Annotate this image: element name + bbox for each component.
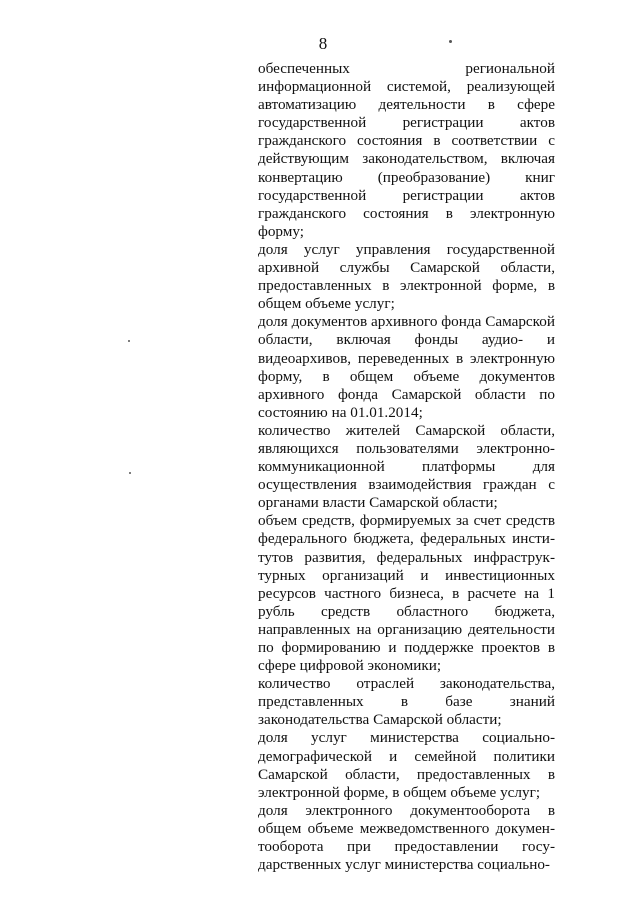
scan-speck <box>129 472 131 474</box>
paragraph: количество жителей Самарской области, являющихся пользователями электронно-коммуникационной платформы для осуществления взаимодействия граждан с органами власти Самарской области; <box>258 421 555 512</box>
paragraph: доля услуг управления государственной архивной службы Самарской области, предоставленных в электронной форме, в общем объеме услуг; <box>258 240 555 313</box>
scan-speck <box>449 40 452 43</box>
body-text <box>258 60 555 874</box>
page-number: 8 <box>318 34 328 53</box>
paragraph: обеспеченных региональной информационной системой, реализующей автоматизацию деятельности в сфере государственной регистрации актов гражданского состояния в соответствии с действующим законодательством, включая конвертацию (преобразование) книг государственной регистрации актов гражданского состояния в электронную форму; <box>258 60 555 240</box>
paragraph: доля электронного документооборота в общем объеме межведомственного документооборота при предоставлении государственных услуг министерства социально- <box>258 801 555 874</box>
paragraph: доля услуг министерства социально-демографической и семейной политики Самарской области, предоставленных в электронной форме, в общем объеме услуг; <box>258 729 555 801</box>
paragraph: объем средств, формируемых за счет средств федерального бюджета, федеральных институтов развития, федеральных инфраструктурных организаций и инвестиционных ресурсов частного бизнеса, в расчете на 1 рубль средств областного бюджета, направленных на организацию деятельности по формированию и поддержке проектов в сфере цифровой экономики; <box>258 512 555 675</box>
scan-speck <box>128 340 130 342</box>
paragraph: количество отраслей законодательства, представленных в базе знаний законодательства Самарской области; <box>258 675 555 729</box>
paragraph: доля документов архивного фонда Самарской области, включая фонды аудио- и видеоархивов, переведенных в электронную форму, в общем объеме документов архивного фонда Самарской области по состоянию на 01.01.2014; <box>258 313 555 421</box>
